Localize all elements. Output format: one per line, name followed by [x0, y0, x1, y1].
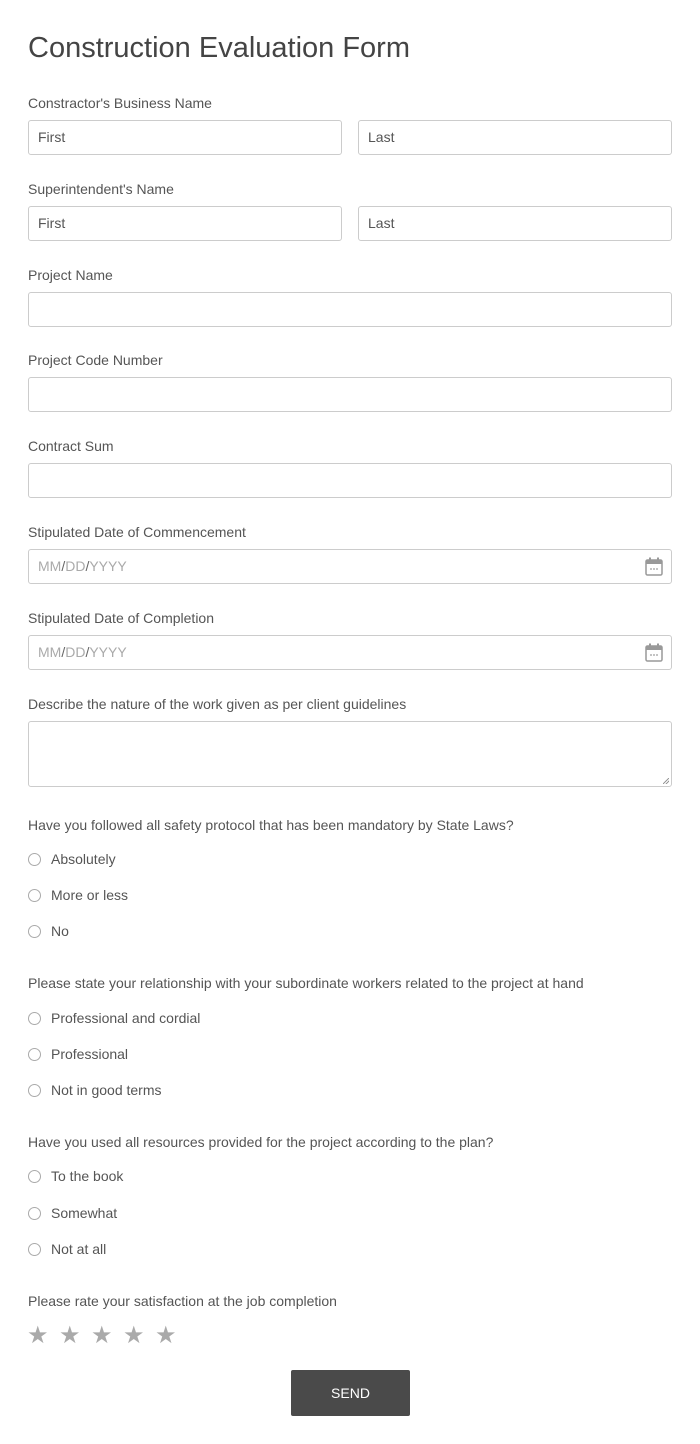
question-label: Have you followed all safety protocol that has been mandatory by State Laws?: [28, 817, 514, 833]
project-name-label: Project Name: [28, 267, 113, 283]
radio-option[interactable]: [28, 1080, 162, 1100]
radio-option[interactable]: [28, 921, 69, 941]
superintendent-last-input[interactable]: Last: [358, 206, 672, 241]
radio-label: Professional and cordial: [51, 1010, 201, 1026]
month-placeholder: MM: [38, 558, 62, 574]
page-title: Construction Evaluation Form: [28, 32, 410, 64]
radio-label: To the book: [51, 1168, 124, 1184]
contractor-last-input[interactable]: Last: [358, 120, 672, 155]
work-description-label: Describe the nature of the work given as per client guidelines: [28, 696, 407, 712]
star-icon[interactable]: ★: [91, 1322, 113, 1349]
radio-circle-icon[interactable]: [28, 1207, 41, 1220]
date-separator: /: [85, 644, 90, 660]
question-label: Please state your relationship with your subordinate workers related to the project at hand: [28, 975, 584, 991]
contract-sum-label: Contract Sum: [28, 438, 114, 454]
radio-circle-icon[interactable]: [28, 1170, 41, 1183]
radio-label: Professional: [51, 1046, 129, 1062]
rating-label: Please rate your satisfaction at the job completion: [28, 1293, 337, 1309]
radio-circle-icon[interactable]: [28, 1243, 41, 1256]
work-description-textarea[interactable]: [28, 721, 672, 787]
star-icon[interactable]: ★: [123, 1322, 145, 1349]
calendar-icon[interactable]: [645, 557, 663, 576]
radio-option[interactable]: [28, 1203, 117, 1223]
superintendent-label: Superintendent's Name: [28, 181, 174, 197]
radio-circle-icon[interactable]: [28, 1084, 41, 1097]
radio-option[interactable]: [28, 1008, 200, 1028]
day-placeholder: DD: [65, 644, 86, 660]
radio-label: No: [51, 923, 69, 939]
project-name-input[interactable]: [28, 292, 672, 327]
month-placeholder: MM: [38, 644, 62, 660]
contractor-first-input[interactable]: First: [28, 120, 342, 155]
radio-option[interactable]: [28, 885, 128, 905]
project-code-label: Project Code Number: [28, 352, 163, 368]
radio-option[interactable]: [28, 1166, 123, 1186]
radio-label: Somewhat: [51, 1205, 118, 1221]
radio-circle-icon[interactable]: [28, 1048, 41, 1061]
completion-date-label: Stipulated Date of Completion: [28, 610, 214, 626]
question-label: Have you used all resources provided for the project according to the plan?: [28, 1134, 494, 1150]
radio-circle-icon[interactable]: [28, 925, 41, 938]
contract-sum-input[interactable]: [28, 463, 672, 498]
date-separator: /: [61, 644, 66, 660]
completion-date-input[interactable]: [28, 635, 672, 670]
radio-label: Absolutely: [51, 851, 116, 867]
radio-option[interactable]: [28, 1239, 106, 1259]
year-placeholder: YYYY: [89, 558, 127, 574]
star-icon[interactable]: ★: [155, 1322, 177, 1349]
project-code-input[interactable]: [28, 377, 672, 412]
superintendent-first-input[interactable]: First: [28, 206, 342, 241]
commencement-date-label: Stipulated Date of Commencement: [28, 524, 246, 540]
day-placeholder: DD: [65, 558, 86, 574]
radio-circle-icon[interactable]: [28, 889, 41, 902]
radio-option[interactable]: [28, 849, 116, 869]
commencement-date-input[interactable]: [28, 549, 672, 584]
date-separator: /: [85, 558, 90, 574]
star-icon[interactable]: ★: [27, 1322, 49, 1349]
calendar-icon[interactable]: [645, 643, 663, 662]
radio-circle-icon[interactable]: [28, 853, 41, 866]
send-button[interactable]: SEND: [291, 1370, 410, 1416]
radio-label: More or less: [51, 887, 129, 903]
year-placeholder: YYYY: [89, 644, 127, 660]
radio-circle-icon[interactable]: [28, 1012, 41, 1025]
date-separator: /: [61, 558, 66, 574]
radio-label: Not in good terms: [51, 1082, 162, 1098]
radio-label: Not at all: [51, 1241, 107, 1257]
contractor-label: Constractor's Business Name: [28, 95, 212, 111]
radio-option[interactable]: [28, 1044, 128, 1064]
star-icon[interactable]: ★: [59, 1322, 81, 1349]
resize-handle-icon[interactable]: [663, 778, 669, 784]
